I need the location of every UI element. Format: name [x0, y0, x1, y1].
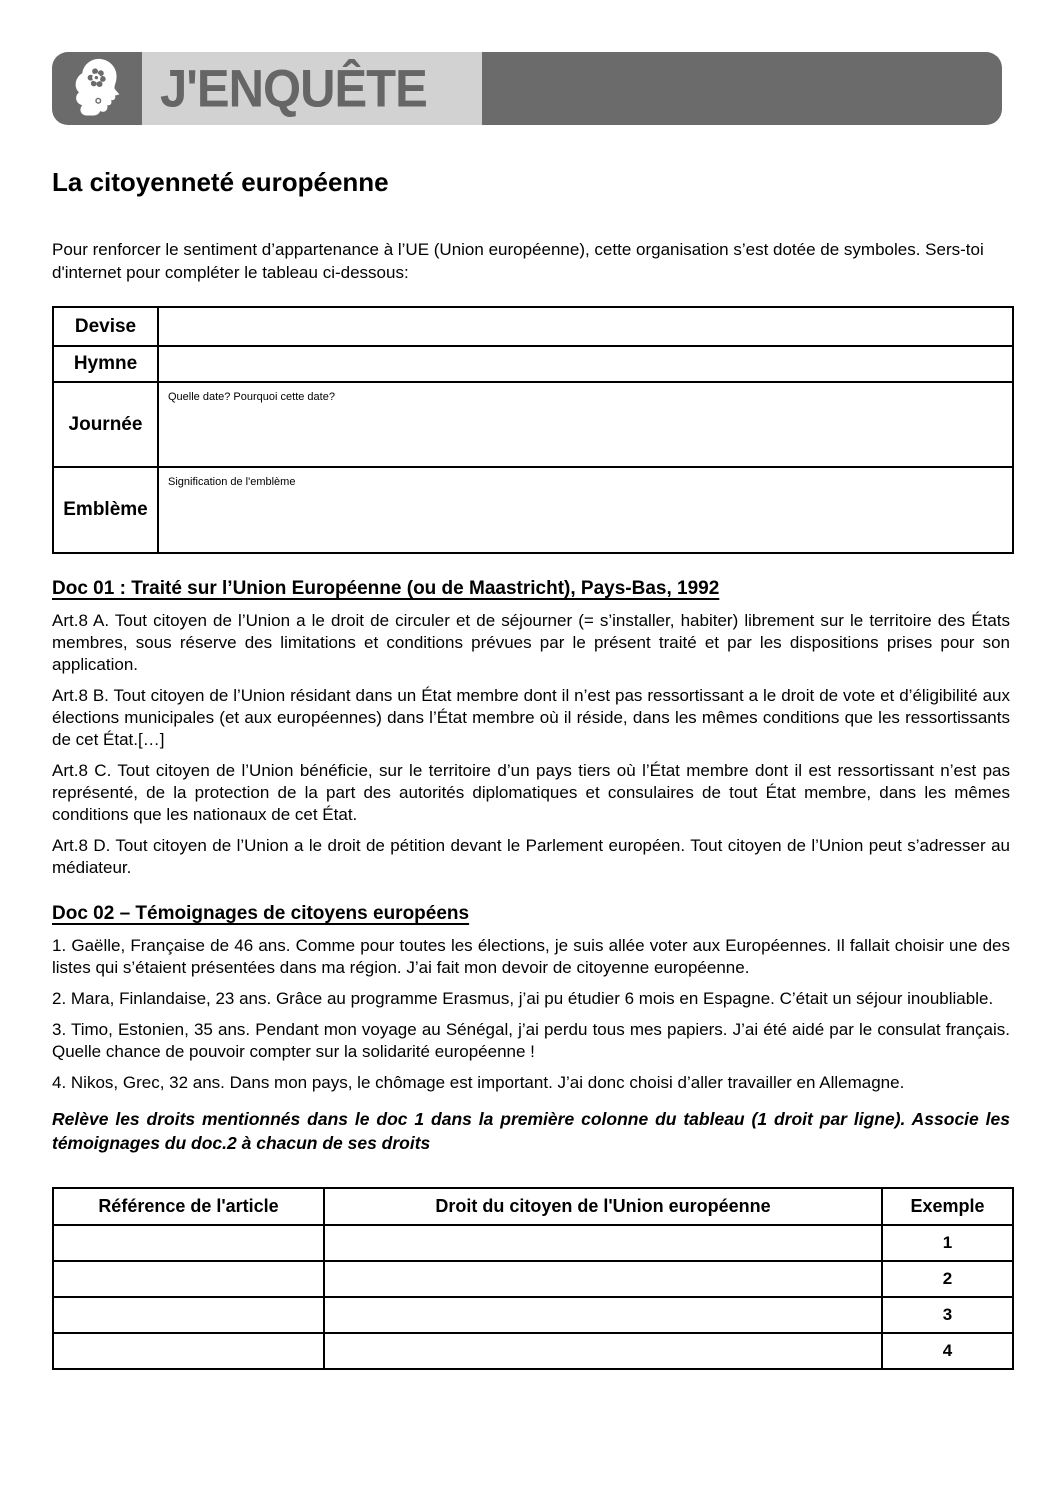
intro-paragraph: Pour renforcer le sentiment d’appartenance à l’UE (Union européenne), cette organisation s’est dotée de symboles. Sers-toi d'internet pour compléter le tableau ci-dessous:	[52, 240, 984, 282]
rights-table	[52, 1187, 1014, 1370]
example-cell-3: 3	[882, 1297, 1013, 1333]
doc1-heading: Doc 01 : Traité sur l’Union Européenne (ou de Maastricht), Pays-Bas, 1992	[52, 578, 720, 599]
instruction-text: Relève les droits mentionnés dans le doc 1 dans la première colonne du tableau (1 droit par ligne). Associe les témoignages du doc.2 à chacun de ses droits	[52, 1109, 1010, 1153]
hint-embleme: Signification de l'emblème	[168, 476, 296, 488]
testimony-4: 4. Nikos, Grec, 32 ans. Dans mon pays, le chômage est important. J’ai donc choisi d’aller travailler en Allemagne.	[52, 1073, 905, 1092]
example-cell-2: 2	[882, 1261, 1013, 1297]
doc1-article-8d: Art.8 D. Tout citoyen de l’Union a le droit de pétition devant le Parlement européen. Tout citoyen de l’Union peut s’adresser au médiateur.	[52, 836, 1010, 877]
right-cell-1[interactable]	[324, 1225, 882, 1261]
reference-cell-3[interactable]	[53, 1297, 324, 1333]
col-right-header: Droit du citoyen de l'Union européenne	[324, 1188, 882, 1225]
col-example-header: Exemple	[882, 1188, 1013, 1225]
right-cell-4[interactable]	[324, 1333, 882, 1369]
symbols-row-hymne	[53, 346, 1013, 382]
reference-cell-2[interactable]	[53, 1261, 324, 1297]
banner-title-segment	[142, 52, 482, 125]
rights-header-row	[53, 1188, 1013, 1225]
banner-right-bar	[482, 52, 1002, 125]
reference-cell-4[interactable]	[53, 1333, 324, 1369]
row-label-journee: Journée	[53, 382, 158, 467]
header-banner	[52, 52, 1002, 125]
answer-cell-hymne[interactable]	[158, 346, 1013, 382]
right-cell-2[interactable]	[324, 1261, 882, 1297]
row-label-embleme: Emblème	[53, 467, 158, 553]
banner-title: J'ENQUÊTE	[160, 59, 427, 118]
testimony-2: 2. Mara, Finlandaise, 23 ans. Grâce au programme Erasmus, j’ai pu étudier 6 mois en Espagne. C’était un séjour inoubliable.	[52, 989, 994, 1008]
testimony-3: 3. Timo, Estonien, 35 ans. Pendant mon voyage au Sénégal, j’ai perdu tous mes papiers. J’ai été aidé par le consulat français. Quelle chance de pouvoir compter sur la solidarité européenne !	[52, 1020, 1010, 1061]
rights-row-2	[53, 1261, 1013, 1297]
rights-row-1	[53, 1225, 1013, 1261]
symbols-table	[52, 306, 1014, 554]
answer-cell-journee[interactable]	[158, 382, 1013, 467]
right-cell-3[interactable]	[324, 1297, 882, 1333]
example-cell-4: 4	[882, 1333, 1013, 1369]
doc1-article-8b: Art.8 B. Tout citoyen de l’Union résidant dans un État membre dont il n’est pas ressortissant a le droit de vote et d’éligibilité aux élections municipales (et aux européennes) dans l’État membre où il réside, dans les mêmes conditions que les ressortissants de cet État.[…]	[52, 686, 1010, 749]
answer-cell-embleme[interactable]	[158, 467, 1013, 553]
row-label-hymne: Hymne	[53, 346, 158, 382]
doc1-article-8a: Art.8 A. Tout citoyen de l’Union a le droit de circuler et de séjourner (= s’installer, habiter) librement sur le territoire des États membres, sous réserve des limitations et conditions prévues par le présent traité et par les dispositions prises pour son application.	[52, 611, 1010, 674]
hint-journee: Quelle date? Pourquoi cette date?	[168, 391, 335, 403]
answer-cell-devise[interactable]	[158, 307, 1013, 346]
example-cell-1: 1	[882, 1225, 1013, 1261]
doc1-article-8c: Art.8 C. Tout citoyen de l’Union bénéficie, sur le territoire d’un pays tiers où l’État membre dont il est ressortissant n’est pas représenté, de la protection de la part des autorités diplomatiques et consulaires de tout État membre, dans les mêmes conditions que les nationaux de cet État.	[52, 761, 1010, 824]
doc2-heading: Doc 02 – Témoignages de citoyens européens	[52, 903, 470, 924]
symbols-row-embleme	[53, 467, 1013, 553]
rights-row-3	[53, 1297, 1013, 1333]
marianne-icon	[65, 54, 129, 123]
symbols-row-journee	[53, 382, 1013, 467]
banner-logo-segment	[52, 52, 142, 125]
reference-cell-1[interactable]	[53, 1225, 324, 1261]
rights-row-4	[53, 1333, 1013, 1369]
symbols-row-devise	[53, 307, 1013, 346]
row-label-devise: Devise	[53, 307, 158, 346]
page-title: La citoyenneté européenne	[52, 167, 389, 197]
testimony-1: 1. Gaëlle, Française de 46 ans. Comme pour toutes les élections, je suis allée voter aux Européennes. Il fallait choisir une des listes qui s’étaient présentées dans ma région. J’ai fait mon devoir de citoyenne européenne.	[52, 936, 1010, 977]
col-reference-header: Référence de l'article	[53, 1188, 324, 1225]
